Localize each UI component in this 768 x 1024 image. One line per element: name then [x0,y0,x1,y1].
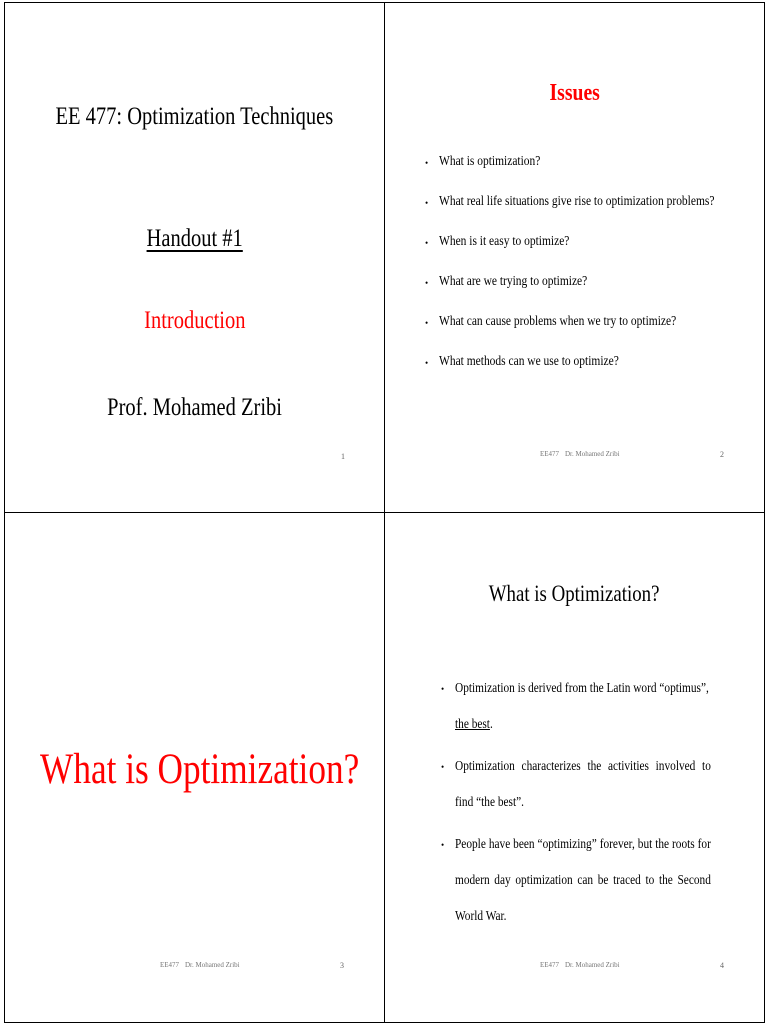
list-item: • When is it easy to optimize? [425,234,755,274]
bullet-list [441,670,711,934]
section-title: What is Optimization? [40,746,360,793]
slide-4 [384,512,765,1023]
bullet-dot-icon: • [425,358,429,368]
handout-label: Handout #1 [146,225,243,252]
list-item: • What can cause problems when we try to optimize? [425,314,755,354]
slide-title: What is Optimization? [489,581,660,606]
footer-author: Dr. Mohamed Zribi [185,961,240,969]
author-name: Prof. Mohamed Zribi [107,394,282,421]
bullet-dot-icon: • [425,238,429,248]
list-item: • Optimization characterizes the activities involved to find “the best”. [441,758,711,809]
list-item: • What is optimization? [425,154,755,194]
footer-author: Dr. Mohamed Zribi [565,961,620,969]
footer-course: EE477 [540,961,560,969]
bullet-dot-icon: • [441,762,445,772]
bullet-dot-icon: • [425,318,429,328]
page-number: 3 [340,961,344,970]
bullet-dot-icon: • [425,198,429,208]
list-item: • What methods can we use to optimize? [425,354,755,394]
footer-author: Dr. Mohamed Zribi [565,450,620,458]
list-item: • What are we trying to optimize? [425,274,755,314]
bullet-dot-icon: • [441,684,445,694]
page-number: 1 [341,452,345,461]
bullet-list [425,154,755,394]
slide-title: Issues [549,80,600,106]
bullet-dot-icon: • [425,158,429,168]
course-title: EE 477: Optimization Techniques [55,103,334,130]
slide-subtitle: Introduction [143,307,246,334]
slide-1 [4,2,385,513]
list-item: • Optimization is derived from the Latin word “optimus”, the best. [441,680,709,731]
slide-3 [4,512,385,1023]
page-number: 4 [720,961,724,970]
slide-2 [384,2,765,513]
footer-course: EE477 [160,961,180,969]
footer-course: EE477 [540,450,560,458]
page-number: 2 [720,450,724,459]
bullet-dot-icon: • [425,278,429,288]
list-item: • What real life situations give rise to optimization problems? [425,194,755,234]
bullet-dot-icon: • [441,840,445,850]
list-item: • People have been “optimizing” forever, but the roots for modern day optimization can be traced to the Second World War. [441,836,711,923]
